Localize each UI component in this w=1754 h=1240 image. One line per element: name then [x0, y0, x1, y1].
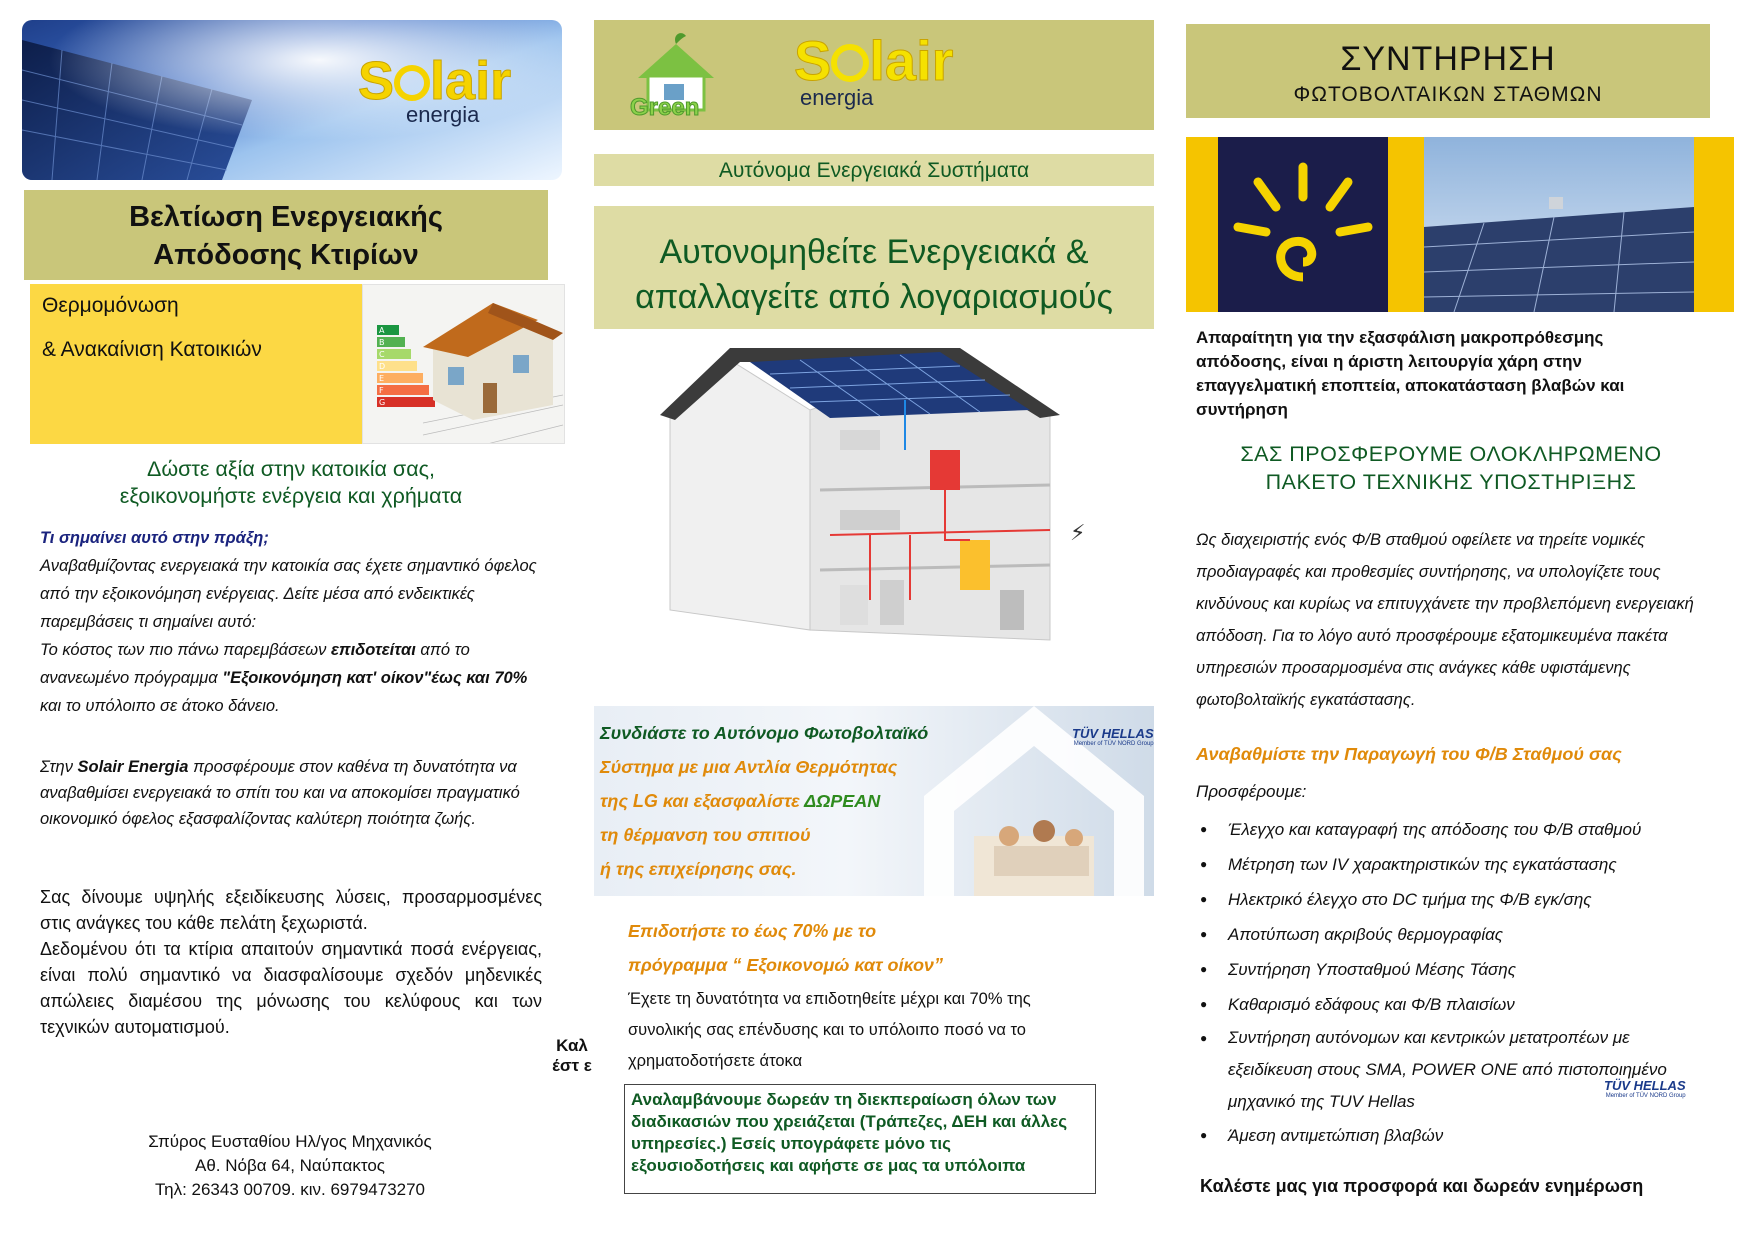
green-word: Green	[630, 94, 700, 121]
energy-label-letter: C	[379, 350, 385, 359]
logo2-lair: lair	[869, 29, 954, 92]
service-item: ● Αποτύπωση ακριβούς θερμογραφίας	[1198, 917, 1718, 952]
service-item: ● Ηλεκτρικό έλεγχο στο DC τμήμα της Φ/Β εγκ/σης	[1198, 882, 1718, 917]
lg-line-1: Συνδιάστε το Αυτόνομο Φωτοβολταϊκό	[600, 723, 929, 743]
maintenance-subtitle: ΦΩΤΟΒΟΛΤΑΙΚΩΝ ΣΤΑΘΜΩΝ	[1293, 83, 1603, 106]
logo-energia: energia	[406, 102, 480, 127]
service-item: ● Μέτρηση των IV χαρακτηριστικών της εγκατάστασης	[1198, 847, 1718, 882]
energy-efficiency-title	[24, 190, 548, 280]
services-list	[1198, 812, 1718, 1153]
logo2-s: S	[794, 29, 832, 92]
offer-headline	[1186, 440, 1716, 496]
subsidy-headline	[628, 914, 943, 982]
autonomous-systems-banner: Αυτόνομα Ενεργειακά Συστήματα	[594, 154, 1154, 186]
lg-line-2: Σύστημα με μια Αντλία Θερμότητας	[600, 757, 898, 777]
logo-s: S	[358, 51, 395, 111]
tuv-sub-text-2: Member of TÜV NORD Group	[1605, 1093, 1686, 1099]
subsidy-paragraph	[40, 636, 542, 720]
autonomy-title-line-1: Αυτονομηθείτε Ενεργειακά &	[659, 233, 1089, 271]
insulation-label: Θερμομόνωση	[42, 294, 179, 317]
subsidy-text-c: από το ανανεωμένο πρόγραμμα	[40, 641, 470, 687]
service-item: ● Συντήρηση Υποσταθμού Μέσης Τάσης	[1198, 952, 1718, 987]
contact-address: Αθ. Νόβα 64, Ναύπακτος	[195, 1156, 385, 1175]
title-line-2: Απόδοσης Κτιρίων	[153, 239, 419, 271]
offer-label: Προσφέρουμε:	[1196, 782, 1307, 801]
subsidy-paragraph: Έχετε τη δυνατότητα να επιδοτηθείτε μέχρι και 70% της συνολικής σας επένδυσης και το υπόλοιπο ποσό να το χρηματοδοτήσετε άτοκα	[628, 990, 1031, 1070]
service-item: ● Έλεγχο και καταγραφή της απόδοσης του Φ/Β σταθμού	[1198, 812, 1718, 847]
tuv-hellas-text: TÜV HELLAS	[1072, 726, 1154, 741]
subsidy-text-b: επιδοτείται	[330, 641, 416, 659]
tuv-sub-text: Member of TÜV NORD Group	[1073, 741, 1154, 747]
call-fragment: Καλ έστ ε	[552, 1036, 592, 1075]
hero-solar-banner	[22, 20, 562, 180]
offer-line-1: ΣΑΣ ΠΡΟΣΦΕΡΟΥΜΕ ΟΛΟΚΛΗΡΩΜΕΝΟ	[1240, 442, 1662, 466]
rooftop-panels-photo	[1424, 137, 1694, 312]
autonomy-title-line-2: απαλλαγείτε από λογαριασμούς	[635, 278, 1113, 316]
lg-heat-pump-banner	[594, 706, 1154, 896]
energy-rating-bars	[377, 325, 435, 407]
service-item: ● Συντήρηση αυτόνομων και κεντρικών μετατροπέων με εξειδίκευση στους SMA, POWER ONE από πιστοποιημένο μηχανικό της TUV Hellas	[1198, 1022, 1688, 1118]
solutions-paragraph	[40, 884, 542, 1040]
practice-question: Τι σημαίνει αυτό στην πράξη;	[40, 529, 269, 547]
practice-paragraph: Αναβαθμίζοντας ενεργειακά την κατοικία σας έχετε σημαντικό όφελος από την εξοικονόμηση ενέργειας. Δείτε μέσα από ενδεικτικές παρεμβάσεις τι σημαίνει αυτό:	[40, 557, 537, 631]
autonomous-house-diagram	[630, 340, 1130, 680]
maintenance-body: Ως διαχειριστής ενός Φ/Β σταθμού οφείλετε να τηρείτε νομικές προδιαγραφές και προθεσμίες συντήρησης, να υπολογίζετε τους κινδύνους και κυρίως να επιτυγχάνετε την προβλεπόμενη ενεργειακή απόδοση. Για το λόγο αυτό προσφέρουμε εξατομικευμένα πακέτα υπηρεσιών προσαρμοσμένα στις ανάγκες κάθε υφιστάμενης φωτοβολταϊκής εγκατάστασης.	[1196, 531, 1694, 709]
logo-lair: lair	[430, 51, 512, 111]
subsidy-line-2: πρόγραμμα “ Εξοικονομώ κατ οίκον”	[628, 955, 943, 975]
renovation-label: & Ανακαίνιση Κατοικιών	[42, 338, 262, 361]
headline-line-2: εξοικονομήστε ενέργεια και χρήματα	[119, 484, 463, 508]
green-solair-logo-banner	[594, 20, 1154, 130]
solair-logo-2	[794, 28, 953, 111]
maintenance-title-text: ΣΥΝΤΗΡΗΣΗ	[1340, 40, 1556, 78]
maintenance-intro: Απαραίτητη για την εξασφάλιση μακροπρόθεσμης απόδοσης, είναι η άριστη λειτουργία χάρη στην επαγγελματική εποπτεία, αποκατάσταση βλαβών και συντήρηση	[1196, 328, 1625, 419]
energy-label-letter: E	[379, 374, 385, 383]
logo2-energia: energia	[800, 85, 874, 110]
contact-phone: Τηλ: 26343 00709. κιν. 6979473270	[154, 1180, 426, 1199]
solair-logo	[358, 50, 511, 128]
autonomy-title	[594, 206, 1154, 329]
insulation-text: Δεδομένου ότι τα κτίρια απαιτούν σημαντικά ποσά ενέργειας, είναι πολύ σημαντικό να διασφαλίσουμε σχεδόν μηδενικές απώλειες διαμέσου της μόνωσης του κελύφους και των τεχνικών αυτοματισμού.	[40, 939, 542, 1037]
house-energy-rating-image	[362, 284, 565, 444]
energy-label-letter: G	[379, 398, 386, 407]
lg-line-4: τη θέρμανση του σπιτιού	[600, 825, 811, 845]
lg-text	[600, 716, 928, 886]
service-item: ● Άμεση αντιμετώπιση βλαβών	[1198, 1118, 1718, 1153]
tuv-hellas-text-2: TÜV HELLAS	[1604, 1078, 1686, 1093]
maintenance-images	[1186, 137, 1734, 312]
subsidy-line-1: Επιδοτήστε το έως 70% με το	[628, 921, 877, 941]
title-line-1: Βελτίωση Ενεργειακής	[129, 201, 443, 233]
sun-icon	[831, 44, 869, 82]
call-to-action: Καλέστε μας για προσφορά και δωρεάν ενημέρωση	[1200, 1176, 1644, 1196]
headline	[40, 456, 542, 510]
solutions-text: Σας δίνουμε υψηλής εξειδίκευσης λύσεις, προσαρμοσμένες στις ανάγκες του κάθε πελάτη ξεχωριστά.	[40, 887, 542, 933]
tuv-hellas-logo-2	[1604, 1078, 1686, 1099]
free-processing-note: Αναλαμβάνουμε δωρεάν τη διεκπεραίωση όλων των διαδικασιών που χρειάζεται (Τράπεζες, ΔΕΗ και άλλες υπηρεσίες.) Εσείς υπογράφετε μόνο τις εξουσιοδοτήσεις και αφήστε σε μας τα υπόλοιπα	[624, 1084, 1096, 1194]
subsidy-text-a: Το κόστος των πιο πάνω παρεμβάσεων	[40, 641, 331, 659]
headline-line-1: Δώστε αξία στην κατοικία σας,	[147, 457, 435, 481]
service-item: ● Καθαρισμό εδάφους και Φ/Β πλαισίων	[1198, 987, 1718, 1022]
svg-text:⚡: ⚡	[1070, 521, 1086, 546]
solair-offer-paragraph	[40, 754, 542, 832]
offer-text-a: Στην	[40, 758, 78, 776]
offer-brand: Solair Energia	[77, 758, 189, 776]
sun-logo-icon	[1218, 137, 1388, 312]
energy-label-letter: A	[379, 326, 385, 335]
energy-label-letter: B	[379, 338, 385, 347]
practice-section	[40, 524, 542, 720]
contact-block	[70, 1130, 510, 1202]
energy-label-letter: D	[379, 362, 386, 371]
subsidy-text-d: "Εξοικονόμηση κατ' οίκον"έως και 70%	[222, 669, 528, 687]
lg-line-3a: της LG και εξασφαλίστε	[600, 791, 805, 811]
lg-free: ΔΩΡΕΑΝ	[804, 791, 881, 811]
offer-text-c: προσφέρουμε στον καθένα τη δυνατότητα να αναβαθμίσει ενεργειακά το σπίτι του και να αποκομίσει πραγματικό οικονομικό όφελος εξασφαλίζοντας καλύτερη ποιότητα ζωής.	[40, 758, 520, 828]
energy-label-letter: F	[379, 386, 384, 395]
tuv-hellas-logo	[1072, 726, 1154, 747]
offer-line-2: ΠΑΚΕΤΟ ΤΕΧΝΙΚΗΣ ΥΠΟΣΤΗΡΙΞΗΣ	[1265, 470, 1637, 494]
sun-icon	[394, 65, 430, 101]
lg-line-5: ή της επιχείρησης σας.	[600, 859, 797, 879]
maintenance-title	[1186, 24, 1710, 118]
subsidy-text-e: και το υπόλοιπο σε άτοκο δάνειο.	[40, 697, 280, 715]
insulation-box	[30, 284, 362, 444]
contact-name: Σπύρος Ευσταθίου Ηλ/γος Μηχανικός	[148, 1132, 432, 1151]
upgrade-headline: Αναβαθμίστε την Παραγωγή του Φ/Β Σταθμού σας	[1196, 744, 1622, 764]
